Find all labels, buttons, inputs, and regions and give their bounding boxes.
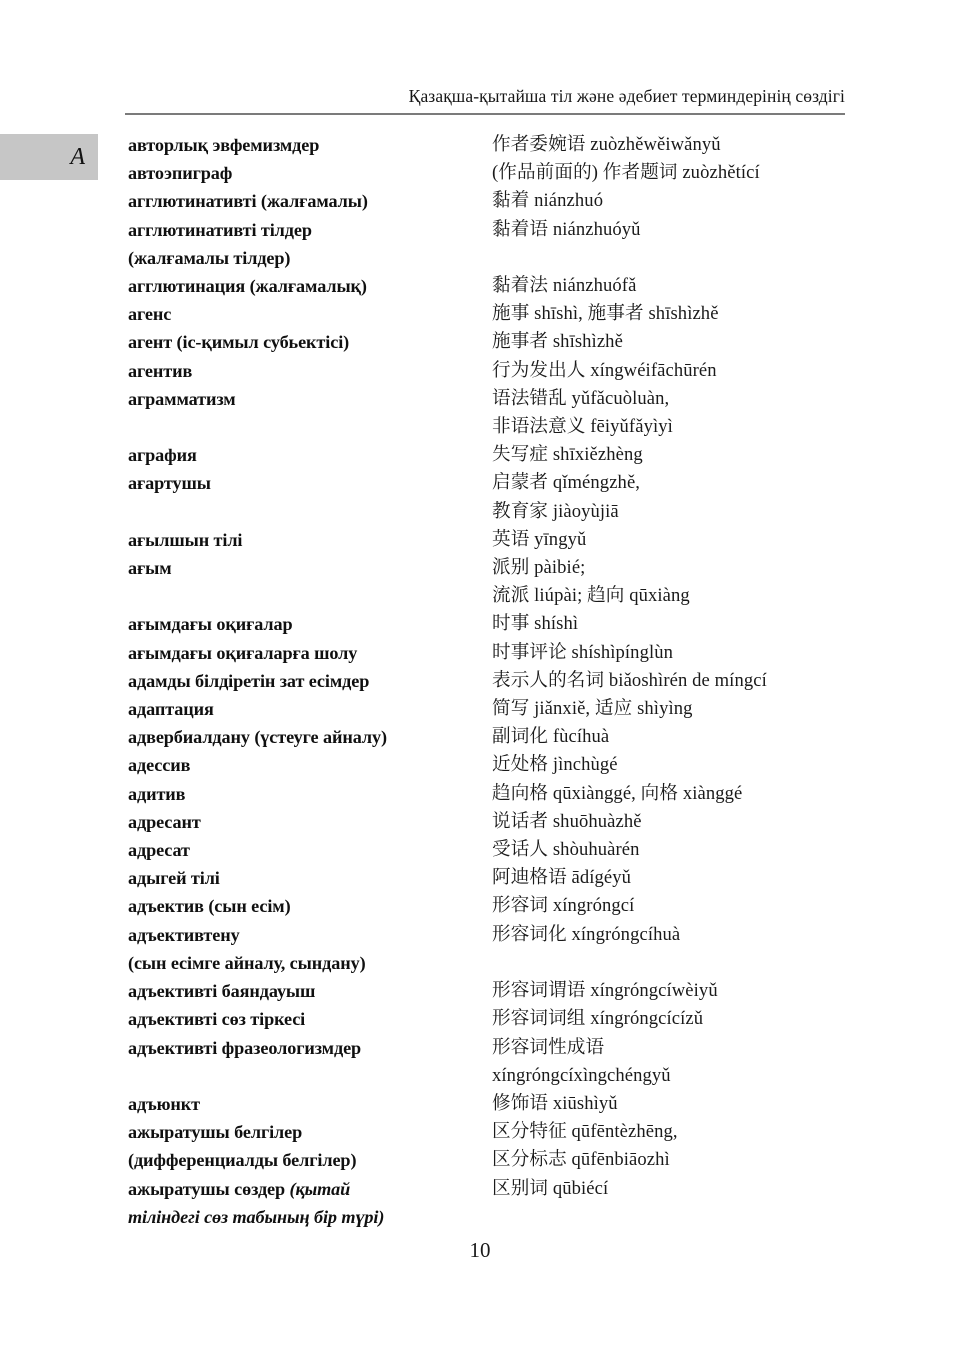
translation-chinese: 形容词谓语 xíngróngcíwèiyǔ [492,980,718,1002]
translation-chinese: 形容词性成语 [492,1036,605,1058]
translation-chinese: 区别词 qūbiécí [492,1177,609,1199]
translation-chinese: 时事 shíshì [492,613,579,635]
dictionary-entry-row [128,187,888,215]
translation-chinese: 英语 yīngyǔ [492,528,587,550]
translation-chinese: 黏着语 niánzhuóyǔ [492,218,641,240]
dictionary-entry-row [128,1146,888,1174]
dictionary-entry-row [128,1118,888,1146]
headword-kazakh [128,582,492,610]
headword-kazakh: адъективті сөз тіркесі [128,1009,306,1030]
headword-kazakh: аграмматизм [128,388,236,409]
dictionary-entry-row [128,723,888,751]
dictionary-entry-row [128,977,888,1005]
translation-chinese: 修饰语 xiūshìyǔ [492,1092,618,1114]
headword-kazakh: адитив [128,783,186,804]
dictionary-entry-row [128,695,888,723]
headword-kazakh: адыгей тілі [128,868,220,889]
dictionary-entry-row [128,357,888,385]
headword-kazakh: адресант [128,811,201,832]
translation-chinese: 简写 jiǎnxiě, 适应 shìyìng [492,698,693,720]
headword-kazakh: адъектив (сын есім) [128,896,291,917]
dictionary-entry-row [128,1062,888,1090]
headword-kazakh: агентив [128,360,193,381]
running-header: Қазақша-қытайша тіл және әдебиет терминдерінің сөздігі [408,86,845,106]
dictionary-entry-list [128,131,888,1231]
headword-kazakh: ағылшын тілі [128,529,243,550]
headword-kazakh: адаптация [128,699,214,720]
headword-kazakh: ажыратушы сөздер (қытай [128,1178,351,1199]
page-number: 10 [469,1238,491,1262]
dictionary-entry-row [128,1203,888,1231]
headword-kazakh: адамды білдіретін зат есімдер [128,670,370,691]
dictionary-entry-row [128,1090,888,1118]
translation-chinese: 作者委婉语 zuòzhěwěiwǎnyǔ [492,134,721,155]
headword-kazakh: адресат [128,840,190,861]
translation-chinese: 区分标志 qūfēnbiāozhì [492,1149,670,1171]
headword-kazakh [128,413,492,441]
dictionary-entry-row [128,1034,888,1062]
translation-chinese: 教育家 jiàoyùjiā [492,500,619,522]
dictionary-entry-row [128,526,888,554]
dictionary-entry-row [128,751,888,779]
thumb-index-letter: A [70,144,85,170]
thumb-index-tab [0,134,98,180]
translation-chinese: 区分特征 qūfēntèzhēng, [492,1121,678,1143]
headword-kazakh: адъективті фразеологизмдер [128,1037,362,1058]
dictionary-entry-row [128,610,888,638]
translation-chinese: 黏着 niánzhuó [492,190,604,212]
translation-chinese: 表示人的名词 biǎoshìrén de míngcí [492,669,767,691]
headword-kazakh: (дифференциалды белгілер) [128,1150,357,1171]
translation-chinese: 派别 pàibié; [492,557,586,579]
headword-kazakh: агглютинативті тілдер [128,219,312,240]
headword-kazakh: адъюнкт [128,1093,200,1114]
headword-kazakh: ағартушы [128,473,211,494]
dictionary-entry-row [128,949,888,977]
dictionary-entry-row [128,131,888,159]
headword-kazakh: аграфия [128,445,197,466]
translation-chinese: 形容词 xíngróngcí [492,895,635,917]
translation-chinese: 副词化 fùcíhuà [492,726,610,748]
dictionary-entry-row [128,780,888,808]
translation-chinese [492,244,888,272]
translation-chinese [492,949,888,977]
headword-kazakh: агенс [128,304,172,325]
translation-chinese: (作品前面的) 作者题词 zuòzhětící [492,162,760,184]
dictionary-entry-row [128,328,888,356]
headword-kazakh: ажыратушы белгілер [128,1122,303,1143]
translation-chinese: 近处格 jìnchùgé [492,754,618,776]
headword-gloss-italic: (қытай [285,1178,351,1199]
dictionary-entry-row [128,921,888,949]
header-rule [125,113,845,115]
dictionary-entry-row [128,300,888,328]
headword-kazakh: тіліндегі сөз табының бір түрі) [128,1206,385,1227]
translation-chinese: 黏着法 niánzhuófǎ [492,275,637,297]
dictionary-entry-row [128,413,888,441]
headword-kazakh: ағым [128,558,172,579]
headword-kazakh [128,498,492,526]
dictionary-entry-row [128,159,888,187]
translation-chinese: 语法错乱 yǔfǎcuòluàn, [492,387,670,409]
dictionary-entry-row [128,639,888,667]
dictionary-entry-row [128,667,888,695]
dictionary-entry-row [128,441,888,469]
headword-kazakh: ағымдағы оқиғалар [128,614,293,635]
headword-kazakh [128,1062,492,1090]
translation-chinese: 阿迪格语 ādígéyǔ [492,867,632,889]
translation-chinese: 形容词词组 xíngróngcícízǔ [492,1008,704,1030]
dictionary-entry-row [128,836,888,864]
dictionary-entry-row [128,582,888,610]
headword-kazakh: адвербиалдану (үстеуге айналу) [128,727,387,748]
translation-chinese: 失写症 shīxiězhèng [492,444,643,466]
translation-chinese: 非语法意义 fēiyǔfǎyìyì [492,416,673,438]
headword-kazakh: адъективтену [128,924,240,945]
dictionary-entry-row [128,554,888,582]
translation-chinese: 施事者 shīshìzhě [492,331,623,353]
translation-chinese: 趋向格 qūxiànggé, 向格 xiànggé [492,782,743,804]
headword-kazakh: автоэпиграф [128,163,233,184]
translation-chinese: 说话者 shuōhuàzhě [492,810,642,832]
translation-chinese: 形容词化 xíngróngcíhuà [492,923,681,945]
translation-chinese: 行为发出人 xíngwéifāchūrén [492,359,717,381]
translation-chinese: 时事评论 shíshìpínglùn [492,641,674,663]
dictionary-entry-row [128,864,888,892]
headword-kazakh: агглютинативті (жалғамалы) [128,191,368,212]
dictionary-entry-row [128,216,888,244]
dictionary-entry-row [128,272,888,300]
translation-chinese: 流派 liúpài; 趋向 qūxiàng [492,585,690,607]
headword-kazakh: адессив [128,755,191,776]
headword-kazakh: адъективті баяндауыш [128,981,316,1002]
dictionary-entry-row [128,469,888,497]
headword-kazakh: (жалғамалы тілдер) [128,247,291,268]
headword-kazakh: агглютинация (жалғамалық) [128,276,367,297]
headword-kazakh: ағымдағы оқиғаларға шолу [128,642,358,663]
dictionary-entry-row [128,244,888,272]
headword-kazakh: агент (іс-қимыл субьектісі) [128,332,350,353]
dictionary-entry-row [128,1005,888,1033]
translation-chinese: 受话人 shòuhuàrén [492,839,640,861]
dictionary-entry-row [128,892,888,920]
dictionary-entry-row [128,1175,888,1203]
translation-chinese: 施事 shīshì, 施事者 shīshìzhě [492,303,719,325]
dictionary-entry-row [128,385,888,413]
headword-kazakh: (сын есімге айналу, сындану) [128,952,366,973]
headword-kazakh: авторлық эвфемизмдер [128,135,320,155]
translation-chinese: 启蒙者 qǐméngzhě, [492,472,641,494]
dictionary-entry-row [128,498,888,526]
translation-chinese: xíngróngcíxìngchéngyǔ [492,1064,671,1086]
dictionary-entry-row [128,808,888,836]
translation-chinese [492,1203,888,1231]
